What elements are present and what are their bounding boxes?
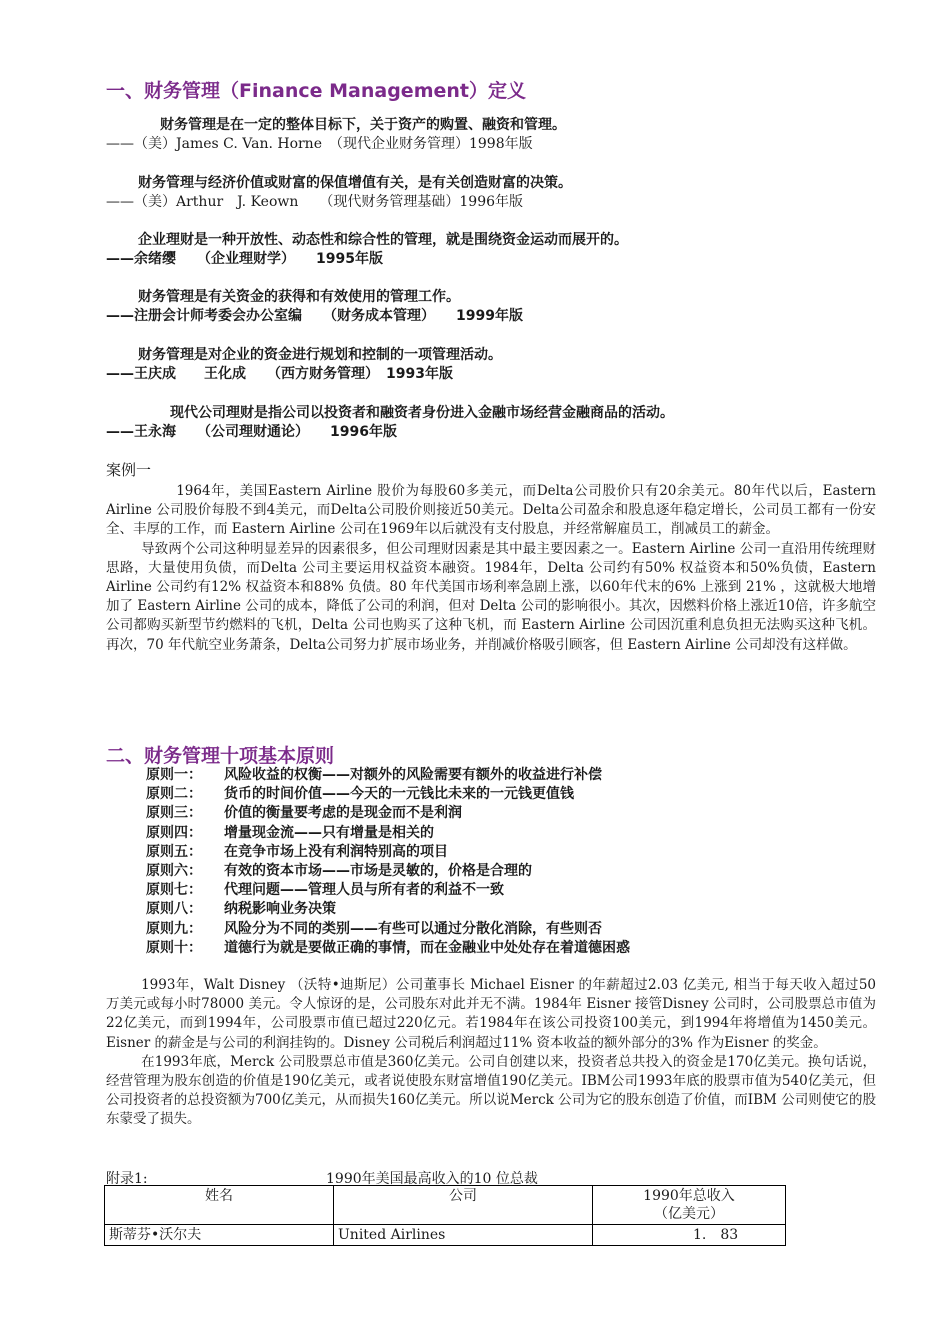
principle-item xyxy=(146,939,630,958)
principle-text: 风险分为不同的类别——有些可以通过分散化消除，有些则否 xyxy=(224,920,602,937)
principle-text: 增量现金流——只有增量是相关的 xyxy=(224,824,434,841)
principle-item xyxy=(146,824,630,843)
definition-4-text: 财务管理是有关资金的获得和有效使用的管理工作。 xyxy=(138,289,460,305)
header-company: 公司 xyxy=(334,1186,593,1225)
appendix-label: 附录1: xyxy=(106,1171,148,1187)
header-income-line-2: （亿美元） xyxy=(654,1206,724,1222)
case-1-label: 案例一 xyxy=(106,461,152,479)
definition-1-source: ——（美）James C. Van. Horne （现代企业财务管理）1998年版 xyxy=(106,136,533,152)
principle-label: 原则一： xyxy=(146,767,202,783)
principle-item xyxy=(146,881,630,900)
principle-text: 在竞争市场上没有利润特别高的项目 xyxy=(224,843,448,860)
header-income xyxy=(593,1186,786,1225)
cell-name: 斯蒂芬•沃尔夫 xyxy=(105,1225,334,1246)
principle-text: 风险收益的权衡——对额外的风险需要有额外的收益进行补偿 xyxy=(224,767,602,783)
definition-3-text: 企业理财是一种开放性、动态性和综合性的管理，就是围绕资金运动而展开的。 xyxy=(138,232,628,248)
definition-2-source: ——（美）Arthur J. Keown （现代财务管理基础）1996年版 xyxy=(106,194,524,210)
case-1-body xyxy=(106,482,876,655)
principle-label: 原则三： xyxy=(146,805,202,822)
principle-label: 原则七： xyxy=(146,882,202,899)
case-2-paragraph-1: 1993年，Walt Disney （沃特•迪斯尼）公司董事长 Michael Eisner 的年薪超过2.03 亿美元, 相当于每天收入超过50 万美元或每小时78000 美元。令人惊讶的是，公司股东对此并无不满。1984年 Eisner 接管Disney 公司时，公司股票总市值为22亿美元，而到1994年，公司股票市值已超过220亿元。若1984年在该公司投资100美元，到1994年将增值为1450美元。Eisner 的薪金是与公司的利润挂钩的。Disney 公司税后利润超过11% 资本收益的额外部分的3% 作为Eisner 的奖金。 xyxy=(106,977,876,1051)
definition-2-text: 财务管理与经济价值或财富的保值增值有关，是有关创造财富的决策。 xyxy=(138,175,572,191)
principle-item xyxy=(146,766,630,785)
case-2-paragraph-2: 在1993年底，Merck 公司股票总市值是360亿美元。公司自创建以来，投资者总共投入的资金是170亿美元。换句话说，经营管理为股东创造的价值是190亿美元，或者说使股东财富增值190亿美元。IBM公司1993年底的股票市值为540亿美元，但公司投资者的总投资额为700亿美元，从而损失160亿美元。所以说Merck 公司为它的股东创造了价值，而IBM 公司则使它的股东蒙受了损失。 xyxy=(106,1053,876,1128)
cell-income: 1. 83 xyxy=(593,1225,786,1246)
principle-label: 原则九： xyxy=(146,920,202,937)
section-1-title: 一、财务管理（Finance Management）定义 xyxy=(106,80,526,102)
definition-1-text: 财务管理是在一定的整体目标下，关于资产的购置、融资和管理。 xyxy=(160,117,566,133)
principle-text: 有效的资本市场——市场是灵敏的，价格是合理的 xyxy=(224,863,532,880)
table-header-row xyxy=(105,1186,786,1225)
section-2-title: 二、财务管理十项基本原则 xyxy=(106,745,335,767)
principle-label: 原则五： xyxy=(146,843,202,860)
principle-text: 纳税影响业务决策 xyxy=(224,901,336,918)
principle-text: 道德行为就是要做正确的事情，而在金融业中处处存在着道德困惑 xyxy=(224,939,630,956)
principle-label: 原则六： xyxy=(146,863,202,880)
definition-6-source: ——王永海 （公司理财通论） 1996年版 xyxy=(106,424,397,440)
definition-5-text: 财务管理是对企业的资金进行规划和控制的一项管理活动。 xyxy=(138,347,502,363)
principle-item xyxy=(146,900,630,919)
principle-label: 原则二： xyxy=(146,786,202,803)
principle-item xyxy=(146,804,630,823)
principle-label: 原则四： xyxy=(146,824,202,841)
case-2-body xyxy=(106,976,876,1130)
principle-label: 原则十： xyxy=(146,939,202,956)
principle-item xyxy=(146,785,630,804)
definition-6-text: 现代公司理财是指公司以投资者和融资者身份进入金融市场经营金融商品的活动。 xyxy=(170,405,674,421)
principle-item xyxy=(146,920,630,939)
table-row xyxy=(105,1225,786,1246)
definition-4-source: ——注册会计师考委会办公室编 （财务成本管理） 1999年版 xyxy=(106,308,523,324)
principle-text: 价值的衡量要考虑的是现金而不是利润 xyxy=(224,805,462,822)
definition-3-source: ——余绪缨 （企业理财学） 1995年版 xyxy=(106,251,383,267)
case-1-paragraph-1: 1964年，美国Eastern Airline 股价为每股60多美元，而Delta公司股价只有20余美元。80年代以后，Eastern Airline 公司股价每股不到4美元，而Delta公司股价则接近50美元。Delta公司盈余和股息逐年稳定增长，公司员工都有一份安全、丰厚的工作，而 Eastern Airline 公司在1969年以后就没有支付股息，并经常解雇员工，削减员工的薪金。 xyxy=(106,483,876,538)
header-income-line-1: 1990年总收入 xyxy=(643,1188,735,1204)
appendix-title: 1990年美国最高收入的10 位总裁 xyxy=(326,1171,538,1187)
header-name: 姓名 xyxy=(105,1186,334,1225)
definition-5-source: ——王庆成 王化成 （西方财务管理） 1993年版 xyxy=(106,366,453,382)
principle-item xyxy=(146,843,630,862)
case-1-paragraph-2: 导致两个公司这种明显差异的因素很多，但公司理财因素是其中最主要因素之一。Eastern Airline 公司一直沿用传统理财思路，大量使用负债，而Delta 公司主要运用权益资本融资。1984年，Delta 公司约有50% 权益资本和50%负债，Eastern Airline 公司约有12% 权益资本和88% 负债。80 年代美国市场利率急剧上涨，以60年代末的6% 上涨到 21% ，这就极大地增加了 Eastern Airline 公司的成本，降低了公司的利润，但对 Delta 公司的影响很小。其次，因燃料价格上涨近10倍，许多航空公司都购买新型节约燃料的飞机，Delta 公司也购买了这种飞机，而 Eastern Airline 公司因沉重利息负担无法购买这种飞机。再次，70 年代航空业务萧条，Delta公司努力扩展市场业务，并削减价格吸引顾客，但 Eastern Airline 公司却没有这样做。 xyxy=(106,540,876,653)
principles-list xyxy=(146,766,630,958)
top-ceo-table xyxy=(104,1185,786,1246)
cell-company: United Airlines xyxy=(334,1225,593,1246)
principle-item xyxy=(146,862,630,881)
principle-label: 原则八： xyxy=(146,901,202,918)
principle-text: 货币的时间价值——今天的一元钱比未来的一元钱更值钱 xyxy=(224,786,574,803)
principle-text: 代理问题——管理人员与所有者的利益不一致 xyxy=(224,882,504,899)
